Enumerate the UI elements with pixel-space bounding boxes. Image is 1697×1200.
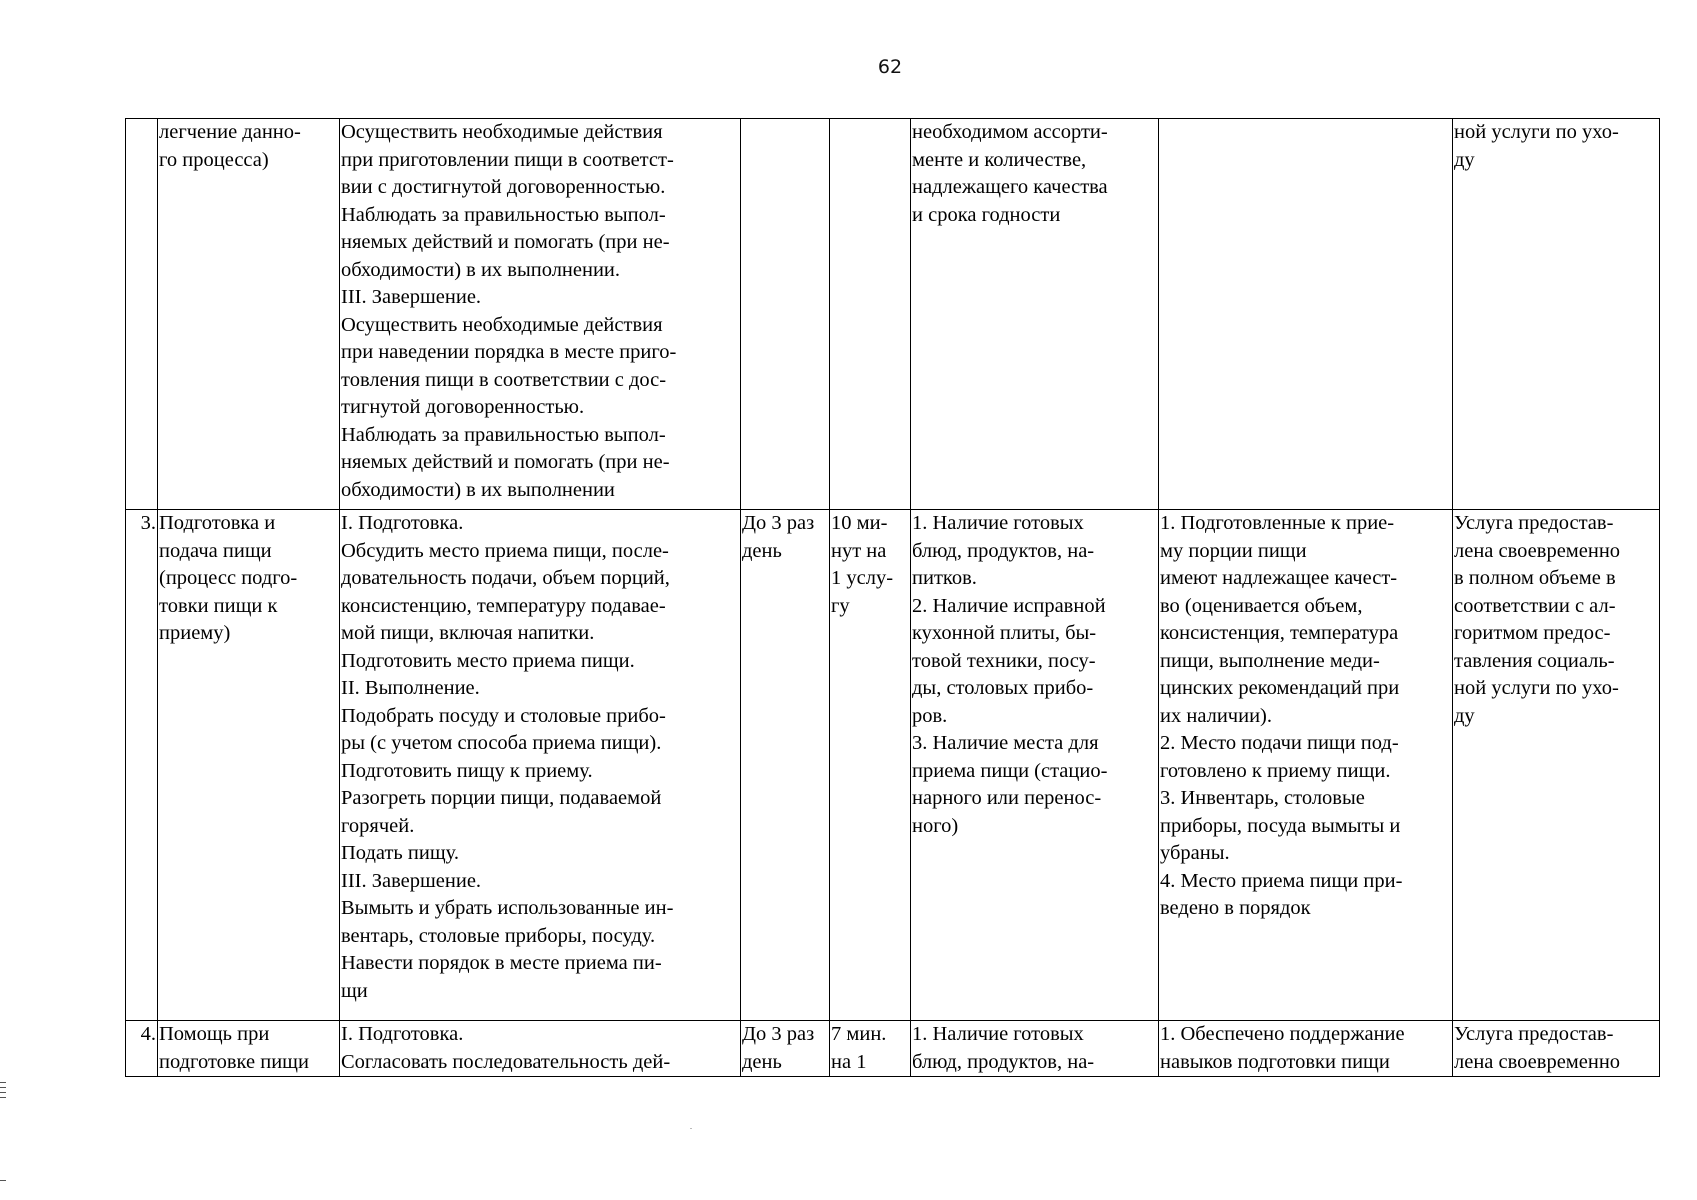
service-name: легчение данно- го процесса) bbox=[158, 119, 340, 510]
service-actions: I. Подготовка. Согласовать последовательность дей- bbox=[340, 1021, 741, 1077]
margin-mark bbox=[0, 1097, 6, 1098]
service-time: 7 мин. на 1 bbox=[830, 1021, 911, 1077]
service-results: 1. Подготовленные к прие- му порции пищи имеют надлежащее качест- во (оценивается объем, консистенция, температура пищи, выполнение меди- цинских рекомендаций при их наличии). 2. Место подачи пищи под- готовлено к приему пищи. 3. Инвентарь, столовые приборы, посуда вымыты и убраны. 4. Место приема пищи при- ведено в порядок bbox=[1159, 510, 1453, 1021]
service-frequency: До 3 раз день bbox=[741, 510, 830, 1021]
service-frequency: До 3 раз день bbox=[741, 1021, 830, 1077]
service-actions: Осуществить необходимые действия при приготовлении пищи в соответст- вии с достигнутой договоренностью. Наблюдать за правильностью выпол- няемых действий и помогать (при не- обходимости) в их выполнении. III. Завершение. Осуществить необходимые действия при наведении порядка в месте приго- товления пищи в соответствии с дос- тигнутой договоренностью. Наблюдать за правильностью выпол- няемых действий и помогать (при не- обходимости) в их выполнении bbox=[340, 119, 741, 510]
service-actions: I. Подготовка. Обсудить место приема пищи, после- довательность подачи, объем порций, консистенцию, температуру подавае- мой пищи, включая напитки. Подготовить место приема пищи. II. Выполнение. Подобрать посуду и столовые прибо- ры (с учетом способа приема пищи). Подготовить пищу к приему. Разогреть порции пищи, подаваемой горячей. Подать пищу. III. Завершение. Вымыть и убрать использованные ин- вентарь, столовые приборы, посуду. Навести порядок в месте приема пи- щи bbox=[340, 510, 741, 1021]
margin-mark bbox=[0, 1092, 6, 1093]
margin-mark bbox=[0, 1087, 6, 1088]
service-conditions: 1. Наличие готовых блюд, продуктов, на- bbox=[911, 1021, 1159, 1077]
service-table bbox=[125, 118, 1660, 1077]
table-row bbox=[126, 510, 1660, 1021]
service-evaluation: ной услуги по ухо- ду bbox=[1453, 119, 1660, 510]
service-name: Подготовка и подача пищи (процесс подго- товки пищи к приему) bbox=[158, 510, 340, 1021]
service-time: 10 ми- нут на 1 услу- гу bbox=[830, 510, 911, 1021]
service-evaluation: Услуга предостав- лена своевременно в полном объеме в соответствии с ал- горитмом предос- тавления социаль- ной услуги по ухо- ду bbox=[1453, 510, 1660, 1021]
row-number: 3. bbox=[126, 510, 158, 1021]
service-results: 1. Обеспечено поддержание навыков подготовки пищи bbox=[1159, 1021, 1453, 1077]
row-number: 4. bbox=[126, 1021, 158, 1077]
service-results bbox=[1159, 119, 1453, 510]
service-conditions: необходимом ассорти- менте и количестве, надлежащего качества и срока годности bbox=[911, 119, 1159, 510]
table-row bbox=[126, 119, 1660, 510]
margin-mark bbox=[0, 1082, 6, 1083]
service-conditions: 1. Наличие готовых блюд, продуктов, на- питков. 2. Наличие исправной кухонной плиты, бы- товой техники, посу- ды, столовых прибо- ров. 3. Наличие места для приема пищи (стацио- нарного или перенос- ного) bbox=[911, 510, 1159, 1021]
row-number bbox=[126, 119, 158, 510]
service-evaluation: Услуга предостав- лена своевременно bbox=[1453, 1021, 1660, 1077]
service-time bbox=[830, 119, 911, 510]
service-name: Помощь при подготовке пищи bbox=[158, 1021, 340, 1077]
service-frequency bbox=[741, 119, 830, 510]
page-number: 62 bbox=[877, 56, 903, 78]
table-row bbox=[126, 1021, 1660, 1077]
margin-mark bbox=[0, 1180, 6, 1181]
scan-speck bbox=[690, 1128, 692, 1129]
